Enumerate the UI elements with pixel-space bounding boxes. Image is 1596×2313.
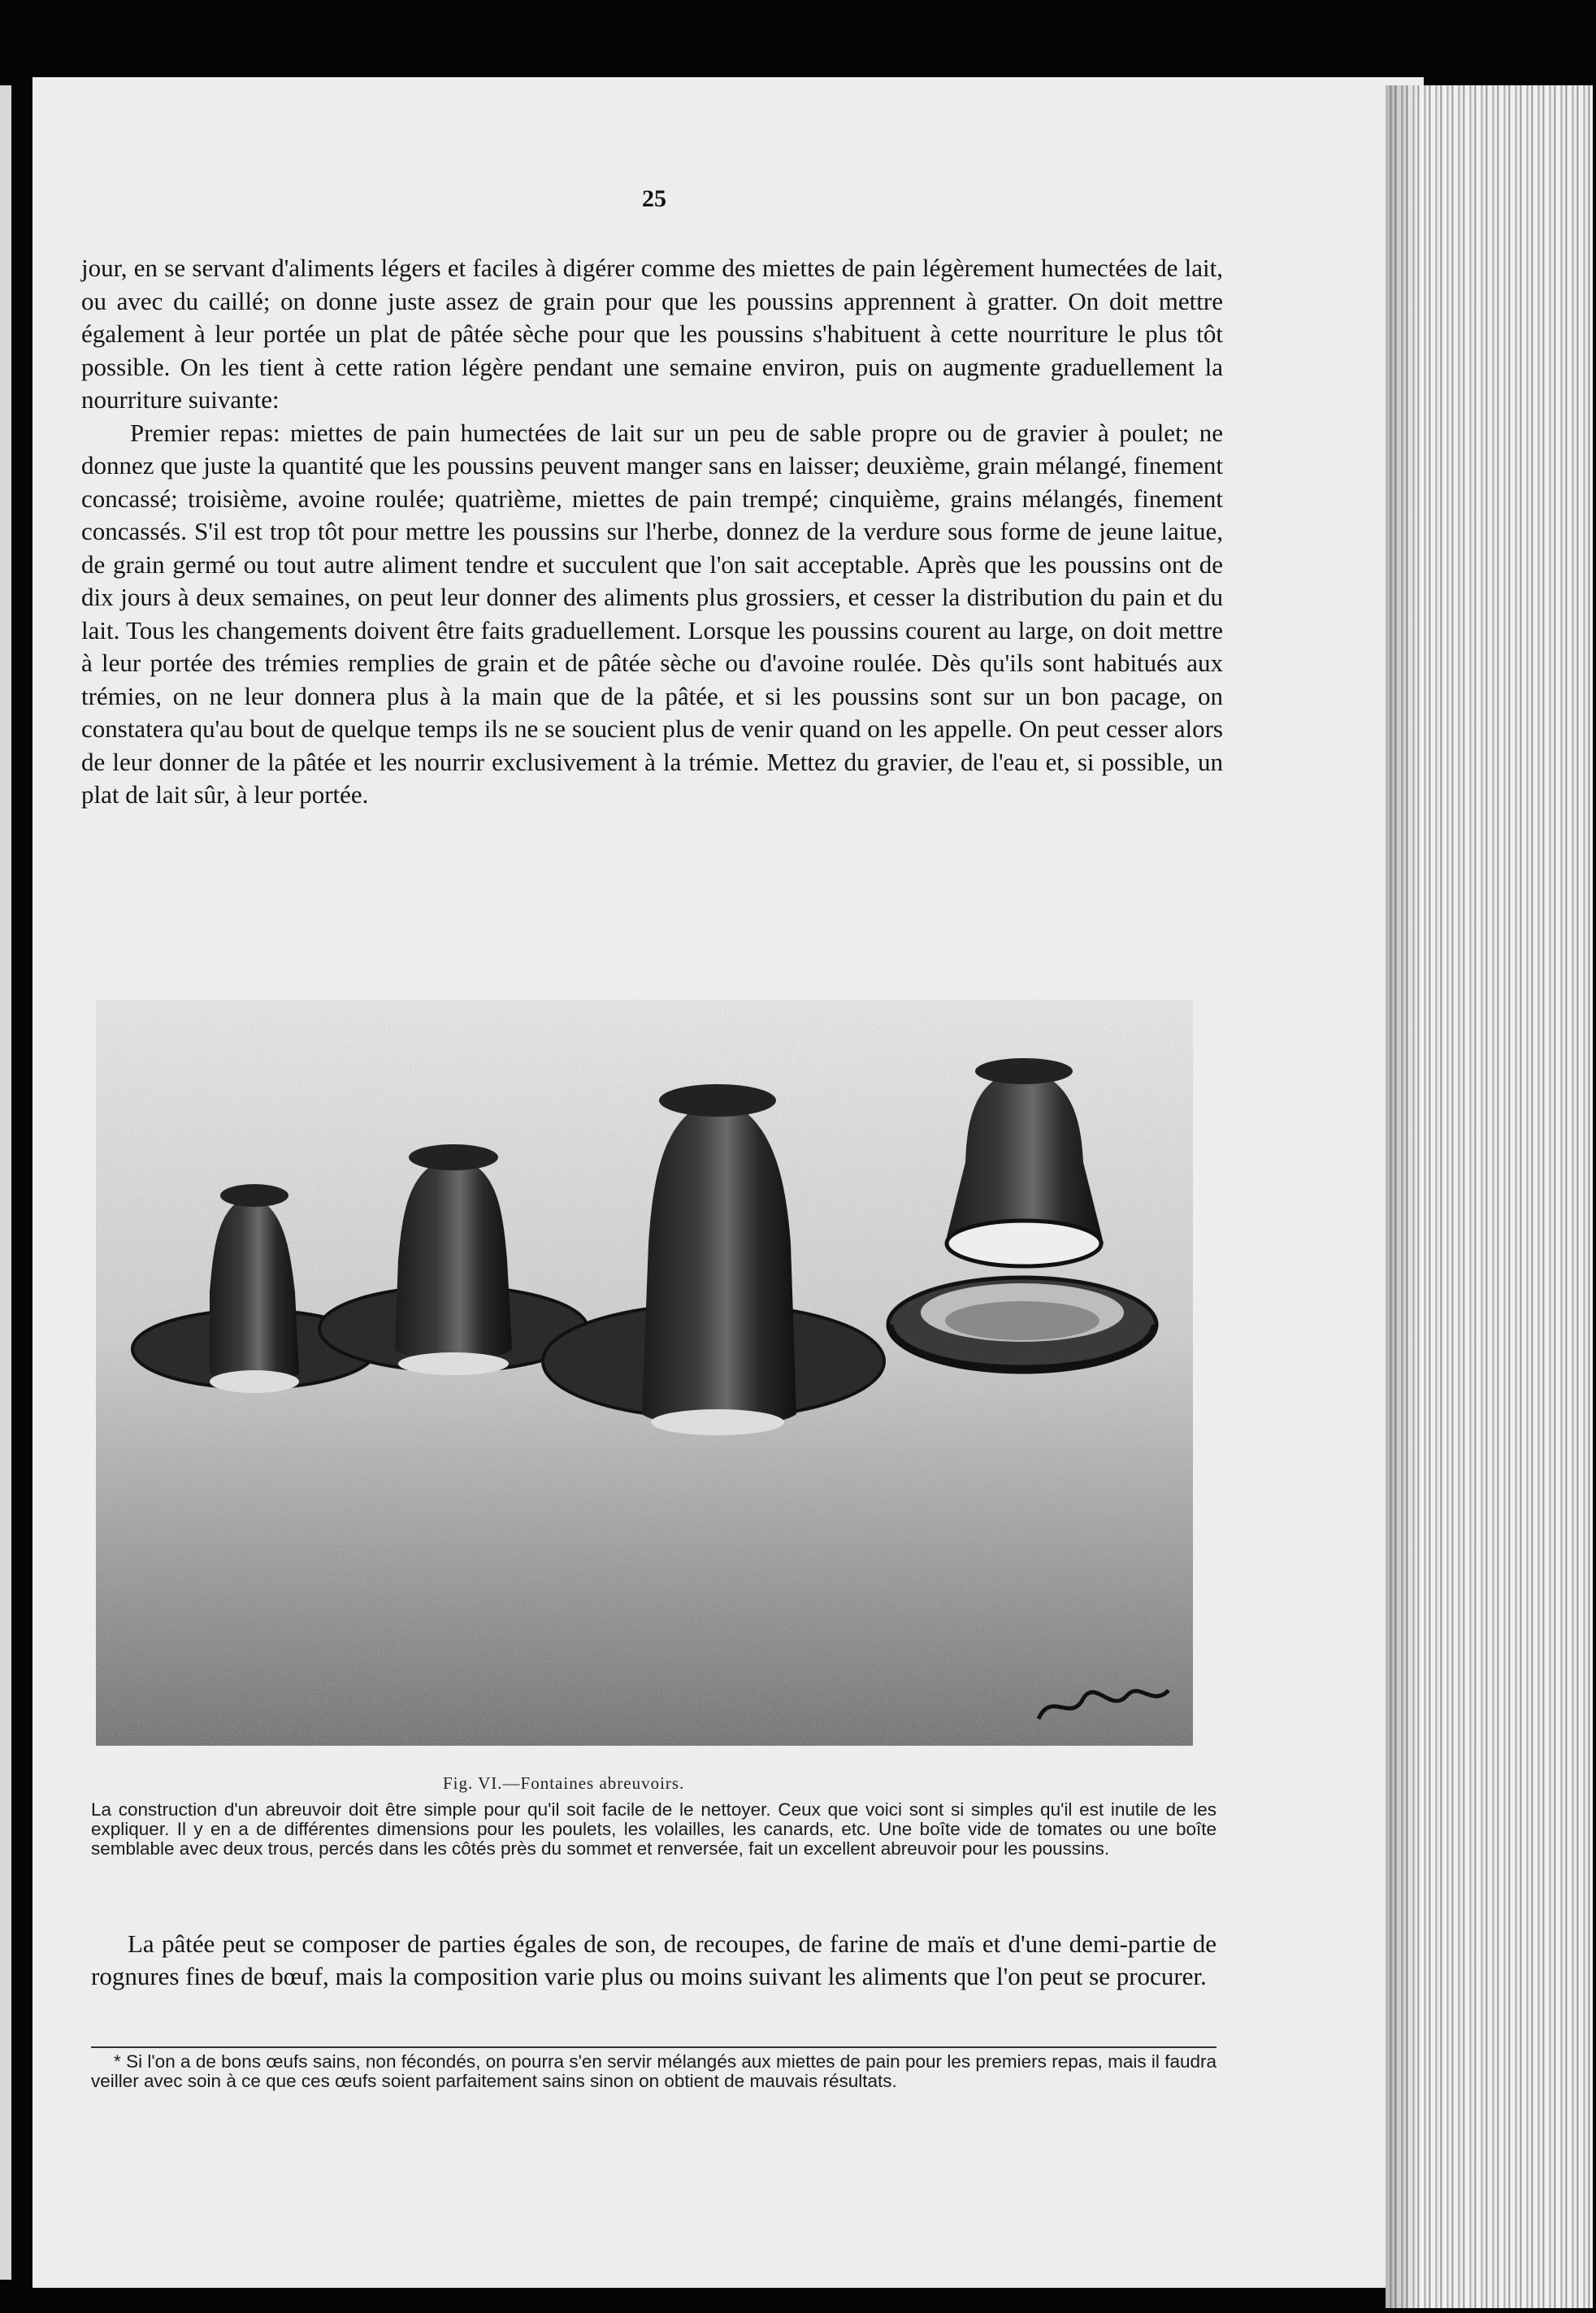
page-number: 25 (642, 185, 666, 212)
page-gutter-shadow (1386, 85, 1418, 2308)
watering-fountains-drawing (96, 1000, 1193, 1746)
body-text (81, 252, 1223, 812)
footnote: * Si l'on a de bons œufs sains, non fécondés, on pourra s'en servir mélangés aux miettes de pain pour les premiers repas, mais il faudra veiller avec soin à ce que ces œufs soient parfaitement sains sinon on obtient de mauvais résultats. (91, 2051, 1217, 2091)
paragraph-after-figure: La pâtée peut se composer de parties égales de son, de recoupes, de farine de maïs et d'une demi-partie de rognures fines de bœuf, mais la composition varie plus ou moins suivant les aliments que l'on peut se procurer. (91, 1929, 1217, 1990)
previous-page-edge (0, 85, 11, 2280)
paragraph-2: Premier repas: miettes de pain humectées de lait sur un peu de sable propre ou de gravier à poulet; ne donnez que juste la quantité que les poussins peuvent manger sans en laisser; deuxième, grain mélangé, finement concassé; troisième, avoine roulée; quatrième, miettes de pain trempé; cinquième, grains mélangés, finement concassés. S'il est trop tôt pour mettre les poussins sur l'herbe, donnez de la verdure sous forme de jeune laitue, de grain germé ou tout autre aliment tendre et succulent que l'on sait acceptable. Après que les poussins ont de dix jours à deux semaines, on peut leur donner des aliments plus grossiers, et cesser la distribution du pain et du lait. Tous les changements doivent être faits graduellement. Lorsque les poussins courent au large, on doit mettre à leur portée des trémies remplies de grain et de pâtée sèche ou d'avoine roulée. Dès qu'ils sont habitués aux trémies, on ne leur donnera plus à la main que de la pâtée, et si les poussins sont sur un bon pacage, on constatera qu'au bout de quelque temps ils ne se soucient plus de venir quand on les appelle. On peut cesser alors de leur donner de la pâtée et les nourrir exclusivement à la trémie. Mettez du gravier, de l'eau et, si possible, un plat de lait sûr, à leur portée. (81, 418, 1223, 809)
paragraph-1: jour, en se servant d'aliments légers et faciles à digérer comme des miettes de pain légèrement humectées de lait, ou avec du caillé; on donne juste assez de grain pour que les poussins apprennent à gratter. On doit mettre également à leur portée un plat de pâtée sèche pour que les poussins s'habituent à cette nourriture le plus tôt possible. On les tient à cette ration légère pendant une semaine environ, puis on augmente graduellement la nourriture suivante: (81, 254, 1223, 414)
figure-title: Fig. VI.—Fontaines abreuvoirs. (443, 1773, 685, 1793)
figure-caption: La construction d'un abreuvoir doit être simple pour qu'il soit facile de le nettoyer. Ceux que voici sont si simples qu'il est inutile de les expliquer. Il y en a de différentes dimensions pour les poulets, les volailles, les canards, etc. Une boîte vide de tomates ou une boîte semblable avec deux trous, percés dans les côtés près du sommet et renversée, fait un excellent abreuvoir pour les poussins. (91, 1799, 1217, 1859)
figure-illustration (96, 1000, 1193, 1746)
footnote-divider (91, 2046, 1217, 2048)
